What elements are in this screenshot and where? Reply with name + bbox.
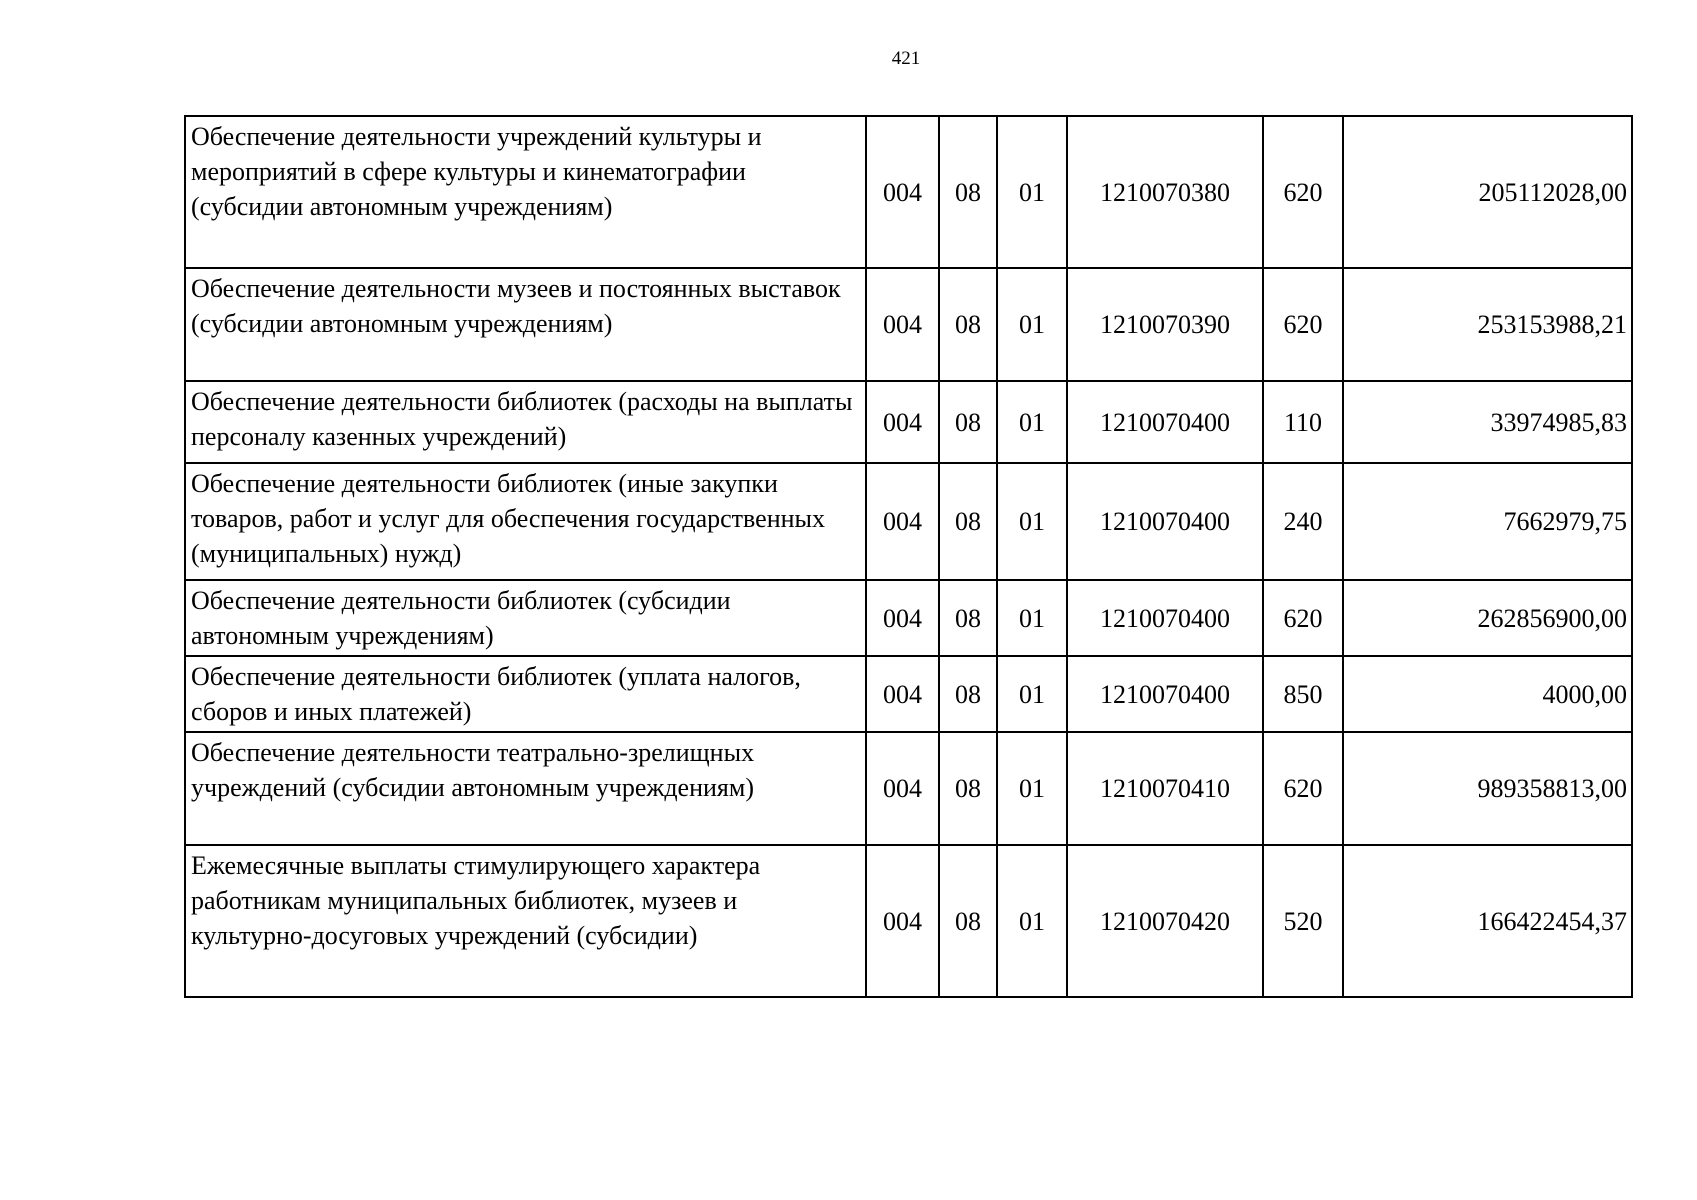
row-description: Ежемесячные выплаты стимулирующего характера работникам муниципальных библиотек, музеев и культурно-досуговых учреждений (субсидии) [185, 845, 866, 997]
table-row [185, 732, 1632, 845]
table-row [185, 656, 1632, 732]
table-row [185, 116, 1632, 268]
subsection-code: 01 [997, 580, 1067, 656]
table-row [185, 268, 1632, 381]
expense-type-code: 620 [1263, 732, 1343, 845]
target-article-code: 1210070380 [1067, 116, 1263, 268]
expense-type-code: 620 [1263, 268, 1343, 381]
ministry-code: 004 [866, 116, 939, 268]
table-row [185, 381, 1632, 463]
ministry-code: 004 [866, 463, 939, 580]
section-code: 08 [939, 845, 997, 997]
subsection-code: 01 [997, 116, 1067, 268]
section-code: 08 [939, 463, 997, 580]
target-article-code: 1210070410 [1067, 732, 1263, 845]
subsection-code: 01 [997, 656, 1067, 732]
amount: 989358813,00 [1343, 732, 1632, 845]
amount: 166422454,37 [1343, 845, 1632, 997]
target-article-code: 1210070400 [1067, 656, 1263, 732]
target-article-code: 1210070400 [1067, 381, 1263, 463]
ministry-code: 004 [866, 732, 939, 845]
section-code: 08 [939, 268, 997, 381]
ministry-code: 004 [866, 580, 939, 656]
expense-type-code: 620 [1263, 116, 1343, 268]
amount: 205112028,00 [1343, 116, 1632, 268]
subsection-code: 01 [997, 381, 1067, 463]
page-number: 421 [891, 48, 921, 69]
target-article-code: 1210070420 [1067, 845, 1263, 997]
table-row [185, 463, 1632, 580]
target-article-code: 1210070390 [1067, 268, 1263, 381]
row-description: Обеспечение деятельности театрально-зрелищных учреждений (субсидии автономным учреждениям) [185, 732, 866, 845]
ministry-code: 004 [866, 845, 939, 997]
row-description: Обеспечение деятельности библиотек (субсидии автономным учреждениям) [185, 580, 866, 656]
subsection-code: 01 [997, 268, 1067, 381]
expense-type-code: 850 [1263, 656, 1343, 732]
amount: 7662979,75 [1343, 463, 1632, 580]
subsection-code: 01 [997, 463, 1067, 580]
ministry-code: 004 [866, 268, 939, 381]
subsection-code: 01 [997, 845, 1067, 997]
target-article-code: 1210070400 [1067, 463, 1263, 580]
row-description: Обеспечение деятельности музеев и постоянных выставок (субсидии автономным учреждениям) [185, 268, 866, 381]
ministry-code: 004 [866, 656, 939, 732]
row-description: Обеспечение деятельности библиотек (уплата налогов, сборов и иных платежей) [185, 656, 866, 732]
table-row [185, 845, 1632, 997]
amount: 4000,00 [1343, 656, 1632, 732]
target-article-code: 1210070400 [1067, 580, 1263, 656]
amount: 33974985,83 [1343, 381, 1632, 463]
ministry-code: 004 [866, 381, 939, 463]
amount: 262856900,00 [1343, 580, 1632, 656]
section-code: 08 [939, 381, 997, 463]
section-code: 08 [939, 656, 997, 732]
row-description: Обеспечение деятельности библиотек (иные закупки товаров, работ и услуг для обеспечения государственных (муниципальных) нужд) [185, 463, 866, 580]
table-row [185, 580, 1632, 656]
section-code: 08 [939, 580, 997, 656]
section-code: 08 [939, 732, 997, 845]
budget-table [184, 115, 1633, 998]
expense-type-code: 110 [1263, 381, 1343, 463]
subsection-code: 01 [997, 732, 1067, 845]
expense-type-code: 520 [1263, 845, 1343, 997]
expense-type-code: 620 [1263, 580, 1343, 656]
row-description: Обеспечение деятельности библиотек (расходы на выплаты персоналу казенных учреждений) [185, 381, 866, 463]
section-code: 08 [939, 116, 997, 268]
amount: 253153988,21 [1343, 268, 1632, 381]
row-description: Обеспечение деятельности учреждений культуры и мероприятий в сфере культуры и кинематографии (субсидии автономным учреждениям) [185, 116, 866, 268]
expense-type-code: 240 [1263, 463, 1343, 580]
